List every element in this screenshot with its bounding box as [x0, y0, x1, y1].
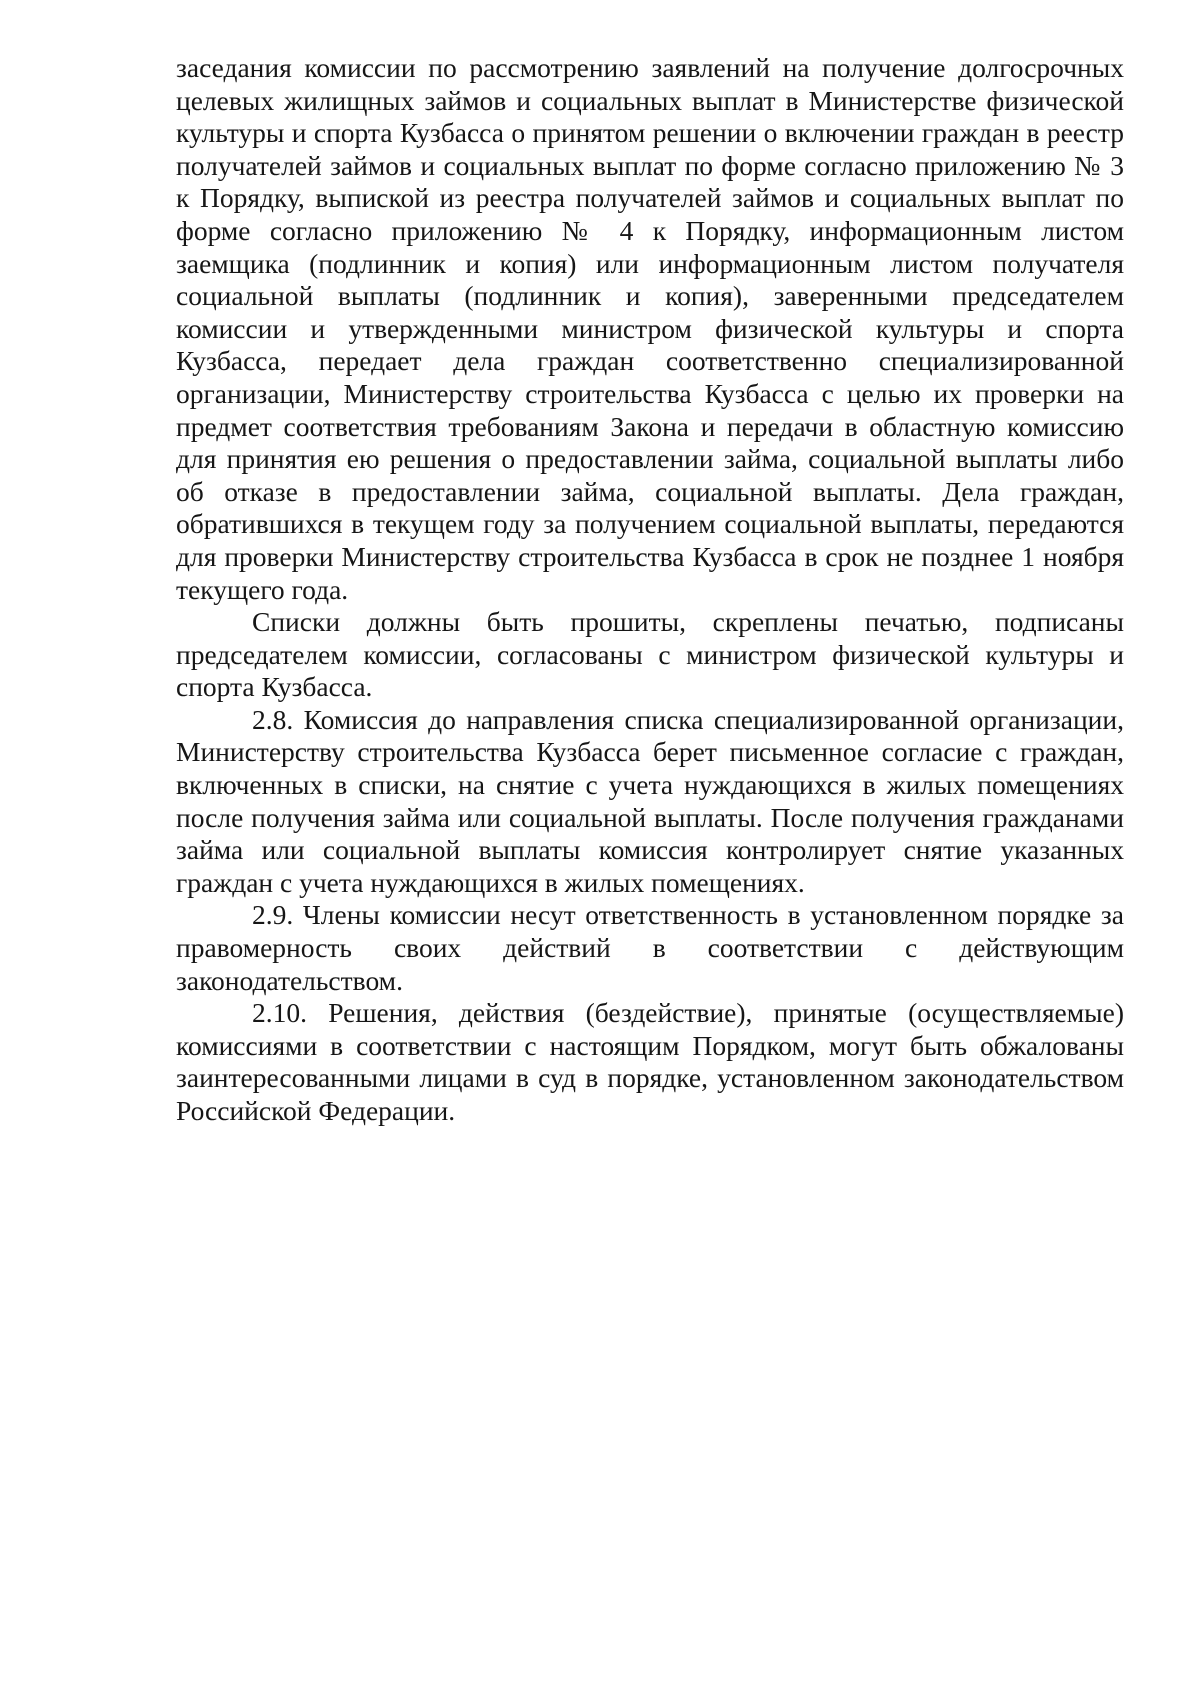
- paragraph-2-9: 2.9. Члены комиссии несут ответственность в установленном порядке за правомерность своих действий в соответствии с действующим законодательством.: [176, 899, 1124, 996]
- paragraph-lists-requirements: Списки должны быть прошиты, скреплены печатью, подписаны председателем комиссии, согласованы с министром физической культуры и спорта Кузбасса.: [176, 606, 1124, 703]
- document-body: [176, 52, 1124, 1128]
- paragraph-2-8: 2.8. Комиссия до направления списка специализированной организации, Министерству строительства Кузбасса берет письменное согласие с граждан, включенных в списки, на снятие с учета нуждающихся в жилых помещениях после получения займа или социальной выплаты. После получения гражданами займа или социальной выплаты комиссия контролирует снятие указанных граждан с учета нуждающихся в жилых помещениях.: [176, 703, 1124, 898]
- paragraph-continuation: заседания комиссии по рассмотрению заявлений на получение долгосрочных целевых жилищных займов и социальных выплат в Министерстве физической культуры и спорта Кузбасса о принятом решении о включении граждан в реестр получателей займов и социальных выплат по форме согласно приложению № 3 к Порядку, выпиской из реестра получателей займов и социальных выплат по форме согласно приложению № 4 к Порядку, информационным листом заемщика (подлинник и копия) или информационным листом получателя социальной выплаты (подлинник и копия), заверенными председателем комиссии и утвержденными министром физической культуры и спорта Кузбасса, передает дела граждан соответственно специализированной организации, Министерству строительства Кузбасса с целью их проверки на предмет соответствия требованиям Закона и передачи в областную комиссию для принятия ею решения о предоставлении займа, социальной выплаты либо об отказе в предоставлении займа, социальной выплаты. Дела граждан, обратившихся в текущем году за получением социальной выплаты, передаются для проверки Министерству строительства Кузбасса в срок не позднее 1 ноября текущего года.: [176, 52, 1124, 605]
- paragraph-2-10: 2.10. Решения, действия (бездействие), принятые (осуществляемые) комиссиями в соответствии с настоящим Порядком, могут быть обжалованы заинтересованными лицами в суд в порядке, установленном законодательством Российской Федерации.: [176, 997, 1124, 1126]
